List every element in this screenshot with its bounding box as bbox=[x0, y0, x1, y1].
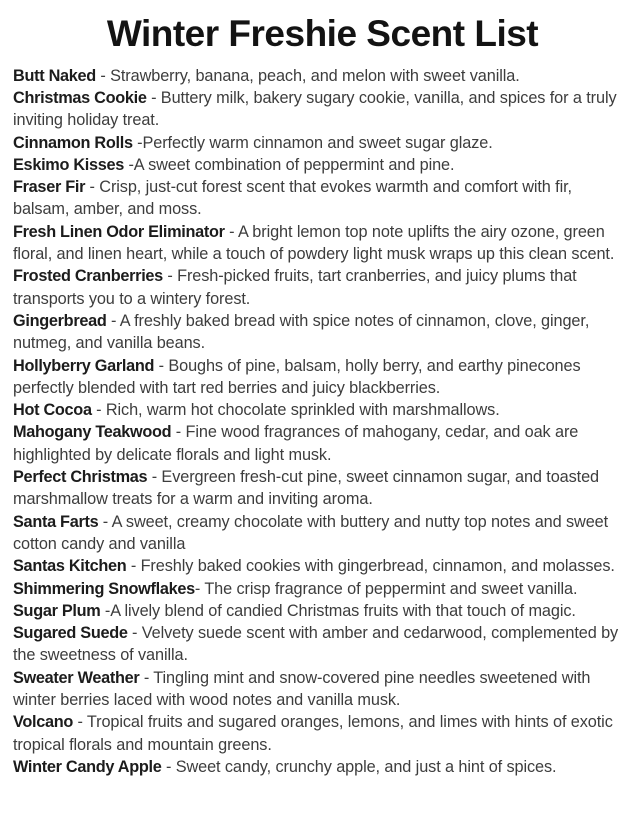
scent-entry bbox=[13, 622, 632, 667]
scent-description: -Perfectly warm cinnamon and sweet sugar glaze. bbox=[132, 133, 493, 152]
scent-name: Cinnamon Rolls bbox=[13, 133, 133, 152]
page-title: Winter Freshie Scent List bbox=[106, 13, 539, 54]
scent-description: - Evergreen fresh-cut pine, sweet cinnamon sugar, and toasted marshmallow treats for a warm and inviting aroma. bbox=[13, 468, 600, 509]
scent-entry bbox=[13, 756, 632, 778]
scent-description: - A bright lemon top note uplifts the airy ozone, green floral, and linen heart, while a touch of powdery light musk wraps up this clean scent. bbox=[13, 222, 615, 264]
scent-entry bbox=[13, 221, 632, 266]
scent-entry bbox=[13, 132, 632, 154]
scent-entry bbox=[13, 421, 632, 466]
scent-name: Butt Naked bbox=[13, 66, 96, 85]
scent-name: Volcano bbox=[13, 713, 74, 732]
scent-name: Hot Cocoa bbox=[13, 401, 92, 420]
scent-entry bbox=[13, 600, 632, 622]
scent-description: -A sweet combination of peppermint and pine. bbox=[124, 155, 455, 174]
scent-name: Shimmering Snowflakes bbox=[13, 579, 195, 598]
scent-name: Perfect Christmas bbox=[13, 468, 148, 487]
scent-entry bbox=[13, 466, 632, 511]
scent-description: - A freshly baked bread with spice notes of cinnamon, clove, ginger, nutmeg, and vanilla beans. bbox=[13, 311, 590, 353]
scent-name: Frosted Cranberries bbox=[13, 267, 163, 286]
scent-entry bbox=[13, 154, 632, 176]
scent-name: Sweater Weather bbox=[13, 668, 140, 687]
scent-description: - Tropical fruits and sugared oranges, lemons, and limes with hints of exotic tropical florals and mountain greens. bbox=[13, 713, 613, 754]
scent-description: - Freshly baked cookies with gingerbread, cinnamon, and molasses. bbox=[126, 557, 615, 576]
scent-name: Christmas Cookie bbox=[13, 88, 147, 107]
scent-entry bbox=[13, 511, 632, 556]
scent-entry bbox=[13, 711, 632, 756]
scent-description: - Rich, warm hot chocolate sprinkled with marshmallows. bbox=[91, 401, 500, 420]
scent-name: Winter Candy Apple bbox=[13, 757, 162, 776]
scent-description: - Velvety suede scent with amber and cedarwood, complemented by the sweetness of vanilla. bbox=[13, 624, 619, 665]
scent-description: - Fresh-picked fruits, tart cranberries, and juicy plums that transports you to a wintery forest. bbox=[13, 267, 577, 308]
scent-description: - Boughs of pine, balsam, holly berry, and earthy pinecones perfectly blended with tart red berries and juicy blackberries. bbox=[13, 356, 581, 397]
scent-entry bbox=[13, 310, 632, 355]
scent-description: - Strawberry, banana, peach, and melon with sweet vanilla. bbox=[95, 66, 520, 85]
scent-description: - Tingling mint and snow-covered pine needles sweetened with winter berries laced with wood notes and vanilla musk. bbox=[13, 668, 591, 709]
scent-description: - A sweet, creamy chocolate with buttery and nutty top notes and sweet cotton candy and vanilla bbox=[13, 512, 609, 553]
scent-entry bbox=[13, 555, 632, 577]
scent-name: Fraser Fir bbox=[13, 178, 86, 197]
scent-entry bbox=[13, 87, 632, 132]
scent-entry bbox=[13, 355, 632, 400]
scent-name: Mahogany Teakwood bbox=[13, 423, 172, 442]
scent-entry bbox=[13, 578, 632, 600]
scent-name: Fresh Linen Odor Eliminator bbox=[13, 222, 225, 241]
scent-entry bbox=[13, 65, 632, 87]
scent-entry bbox=[13, 265, 632, 310]
scent-description: - Sweet candy, crunchy apple, and just a hint of spices. bbox=[161, 757, 557, 776]
scent-name: Sugared Suede bbox=[13, 624, 128, 643]
scent-name: Sugar Plum bbox=[13, 601, 101, 620]
scent-name: Santas Kitchen bbox=[13, 557, 127, 576]
scent-name: Santa Farts bbox=[13, 512, 99, 531]
scent-name: Eskimo Kisses bbox=[13, 155, 125, 174]
scent-description: -A lively blend of candied Christmas fruits with that touch of magic. bbox=[100, 601, 576, 620]
scent-entry bbox=[13, 176, 632, 221]
scent-description: - Crisp, just-cut forest scent that evokes warmth and comfort with fir, balsam, amber, and moss. bbox=[13, 178, 572, 219]
scent-entry bbox=[13, 667, 632, 712]
scent-entry bbox=[13, 399, 632, 421]
scent-list bbox=[13, 65, 632, 779]
scent-description: - Buttery milk, bakery sugary cookie, vanilla, and spices for a truly inviting holiday treat. bbox=[13, 88, 617, 130]
scent-description: - The crisp fragrance of peppermint and sweet vanilla. bbox=[194, 579, 578, 598]
scent-name: Gingerbread bbox=[13, 311, 107, 330]
scent-name: Hollyberry Garland bbox=[13, 356, 155, 375]
scent-description: - Fine wood fragrances of mahogany, cedar, and oak are highlighted by delicate florals and light musk. bbox=[13, 423, 579, 464]
